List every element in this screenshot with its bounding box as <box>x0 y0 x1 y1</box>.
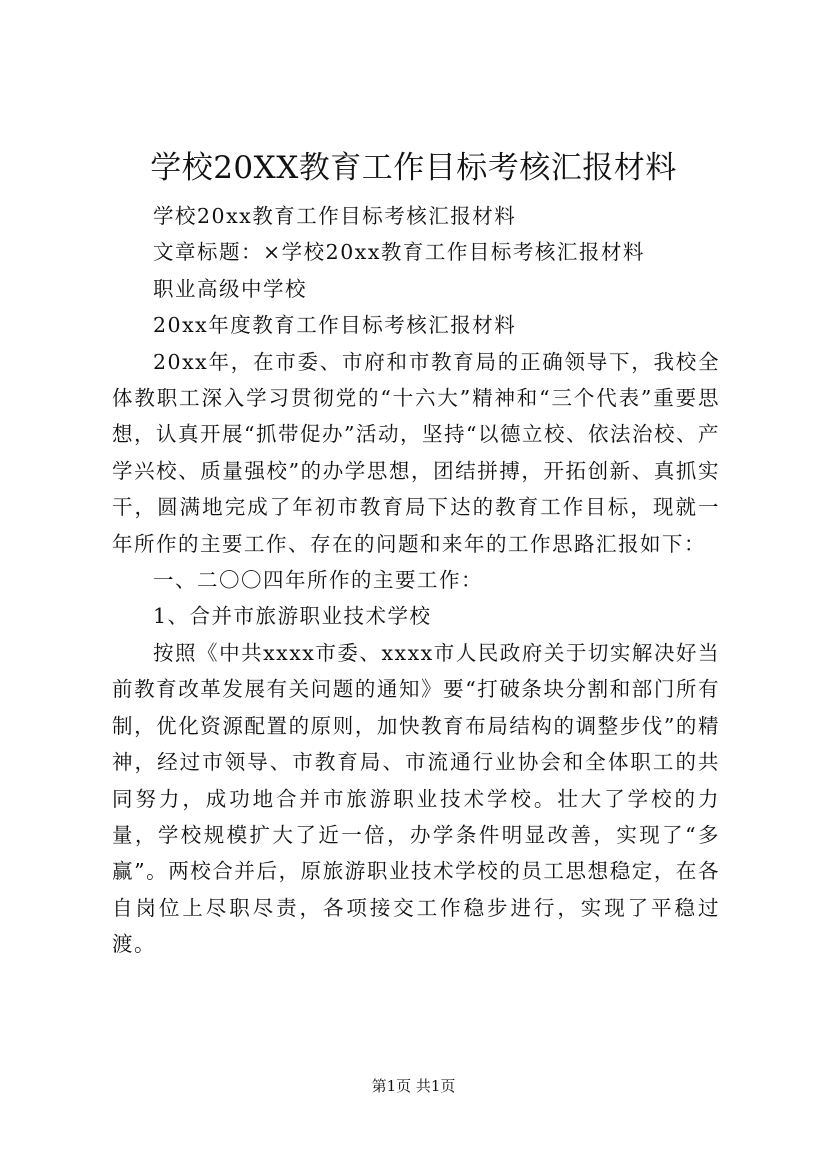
paragraph-intro: 20xx年，在市委、市府和市教育局的正确领导下，我校全体教职工深入学习贯彻党的“十六大”精神和“三个代表”重要思想，认真开展“抓带促办”活动，坚持“以德立校、依法治校、产学兴校、质量强校”的办学思想，团结拼搏，开拓创新、真抓实干，圆满地完成了年初市教育局下达的教育工作目标，现就一年所作的主要工作、存在的问题和来年的工作思路汇报如下： <box>112 349 720 556</box>
page-footer: 第1页 共1页 <box>371 1077 456 1095</box>
subsection-heading: 1、合并市旅游职业技术学校 <box>153 604 432 629</box>
paragraph-report-title: 20xx年度教育工作目标考核汇报材料 <box>153 313 517 338</box>
paragraph-merger: 按照《中共xxxx市委、xxxx市人民政府关于切实解决好当前教育改革发展有关问题的通知》要“打破条块分割和部门所有制，优化资源配置的原则，加快教育布局结构的调整步伐”的精神，经过市领导、市教育局、市流通行业协会和全体职工的共同努力，成功地合并市旅游职业技术学校。壮大了学校的力量，学校规模扩大了近一倍，办学条件明显改善，实现了“多赢”。两校合并后，原旅游职业技术学校的员工思想稳定，在各自岗位上尽职尽责，各项接交工作稳步进行，实现了平稳过渡。 <box>112 640 720 957</box>
paragraph-article-title: 文章标题：×学校20xx教育工作目标考核汇报材料 <box>153 240 645 265</box>
paragraph-school-name: 职业高级中学校 <box>153 276 307 301</box>
section-heading: 一、二〇〇四年所作的主要工作： <box>153 568 483 593</box>
document-title: 学校20XX教育工作目标考核汇报材料 <box>150 150 677 186</box>
document-body <box>112 198 720 963</box>
paragraph-subtitle: 学校20xx教育工作目标考核汇报材料 <box>153 204 517 228</box>
